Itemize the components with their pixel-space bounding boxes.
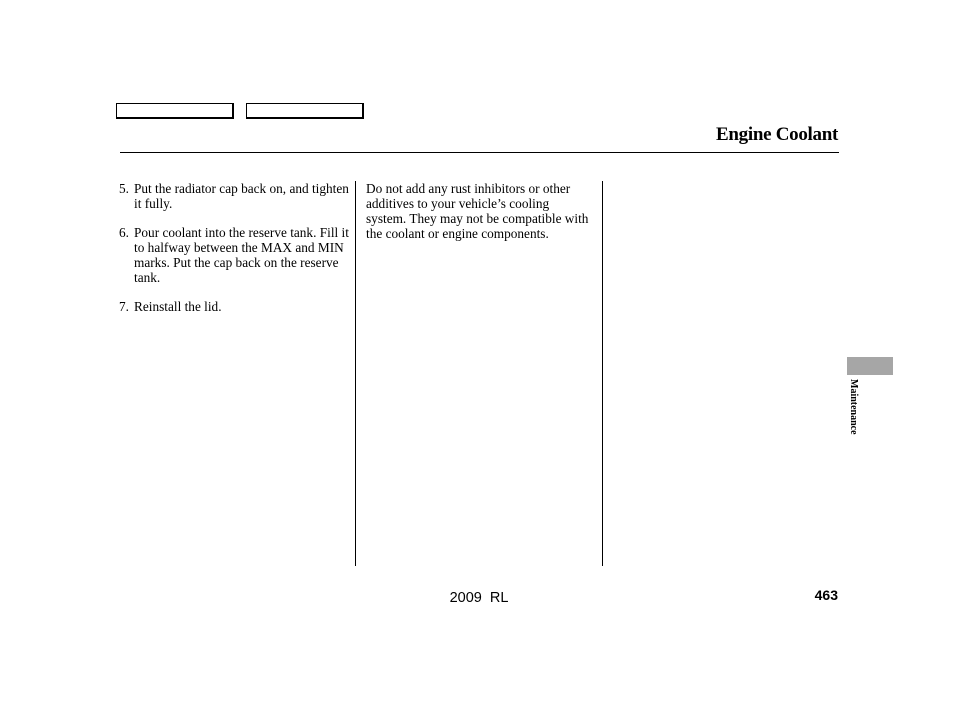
step-text: Reinstall the lid. — [134, 299, 222, 314]
step-text: Put the radiator cap back on, and tighten it fully. — [134, 181, 349, 211]
step-number: 6. — [119, 225, 129, 240]
page-number: 463 — [814, 587, 838, 603]
list-item — [119, 299, 351, 314]
list-item — [119, 225, 351, 285]
column-divider-1 — [355, 181, 356, 566]
header-rule — [120, 152, 839, 153]
section-tab-label: Maintenance — [848, 379, 859, 435]
step-number: 7. — [119, 299, 129, 314]
step-text: Pour coolant into the reserve tank. Fill it to halfway between the MAX and MIN marks. Put the cap back on the reserve tank. — [134, 225, 349, 285]
section-tab[interactable] — [847, 357, 893, 375]
nav-tab-box-1[interactable] — [116, 103, 234, 119]
step-number: 5. — [119, 181, 129, 196]
steps-list — [119, 181, 351, 328]
caution-note: Do not add any rust inhibitors or other additives to your vehicle’s cooling system. They may not be compatible with the coolant or engine components. — [366, 181, 589, 241]
model-year-label: 2009 RL — [449, 590, 509, 606]
footer-model — [0, 590, 954, 606]
list-item — [119, 181, 351, 211]
nav-tab-box-2[interactable] — [246, 103, 364, 119]
page-title: Engine Coolant — [716, 124, 838, 145]
column-divider-2 — [602, 181, 603, 566]
